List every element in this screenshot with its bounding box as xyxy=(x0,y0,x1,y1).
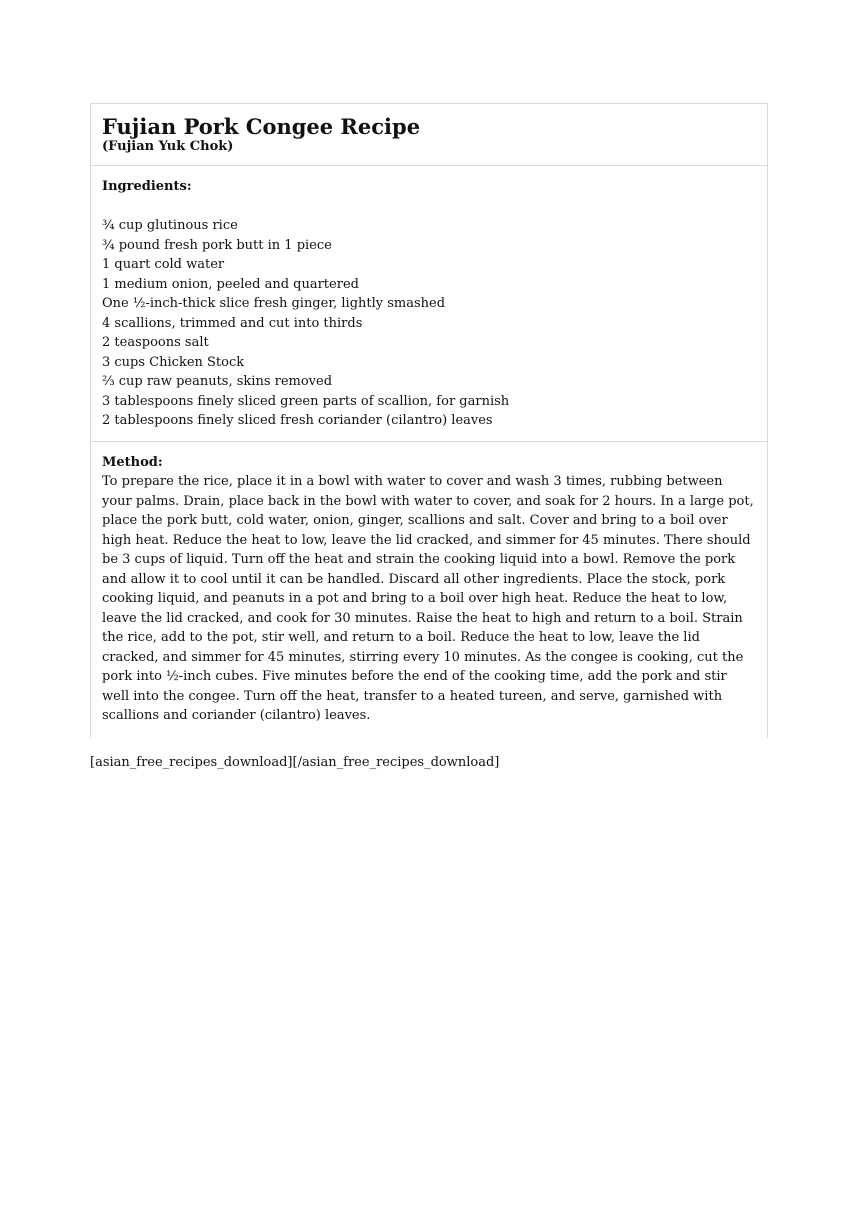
recipe-title: Fujian Pork Congee Recipe xyxy=(102,114,421,139)
method-section xyxy=(91,441,767,738)
ingredient-item: 3 cups Chicken Stock xyxy=(102,354,245,370)
ingredient-item: 1 quart cold water xyxy=(102,257,225,272)
method-text: To prepare the rice, place it in a bowl with water to cover and wash 3 times, rubbing between your palms. Drain, place back in the bowl with water to cover, and soak for 2 hours. In a large pot, place the pork butt, cold water, onion, ginger, scallions and salt. Cover and bring to a boil over high heat. Reduce the heat to low, leave the lid cracked, and simmer for 45 minutes. There should be 3 cups of liquid. Turn off the heat and strain the cooking liquid into a bowl. Remove the pork and allow it to cool until it can be handled. Discard all other ingredients. Place the stock, pork cooking liquid, and peanuts in a pot and bring to a boil over high heat. Reduce the heat to low, leave the lid cracked, and cook for 30 minutes. Raise the heat to high and return to a boil. Strain the rice, add to the pot, stir well, and return to a boil. Reduce the heat to low, leave the lid cracked, and simmer for 45 minutes, stirring every 10 minutes. As the congee is cooking, cut the pork into ½-inch cubes. Five minutes before the end of the cooking time, add the pork and stir well into the congee. Turn off the heat, transfer to a heated tureen, and serve, garnished with scallions and coriander (cilantro) leaves. xyxy=(102,474,754,723)
ingredient-item: One ½-inch-thick slice fresh ginger, lightly smashed xyxy=(102,296,446,311)
ingredient-item: 4 scallions, trimmed and cut into thirds xyxy=(102,315,363,331)
method-heading: Method: xyxy=(102,454,163,470)
recipe-subtitle: (Fujian Yuk Chok) xyxy=(102,139,234,154)
recipe-card xyxy=(90,103,768,738)
ingredient-item: 2 teaspoons salt xyxy=(102,335,209,350)
ingredient-item: 2 tablespoons finely sliced fresh coriander (cilantro) leaves xyxy=(102,413,493,428)
ingredients-heading: Ingredients: xyxy=(102,179,192,194)
ingredients-section xyxy=(91,166,767,441)
ingredient-item: 3 tablespoons finely sliced green parts of scallion, for garnish xyxy=(102,393,510,409)
ingredient-item: ¾ cup glutinous rice xyxy=(102,218,238,233)
download-shortcode: [asian_free_recipes_download][/asian_free_recipes_download] xyxy=(90,755,500,770)
ingredient-item: 1 medium onion, peeled and quartered xyxy=(102,276,359,292)
recipe-header xyxy=(91,104,767,166)
ingredient-item: ⅔ cup raw peanuts, skins removed xyxy=(102,374,333,389)
ingredient-item: ¾ pound fresh pork butt in 1 piece xyxy=(102,237,332,253)
ingredient-list xyxy=(102,216,756,431)
